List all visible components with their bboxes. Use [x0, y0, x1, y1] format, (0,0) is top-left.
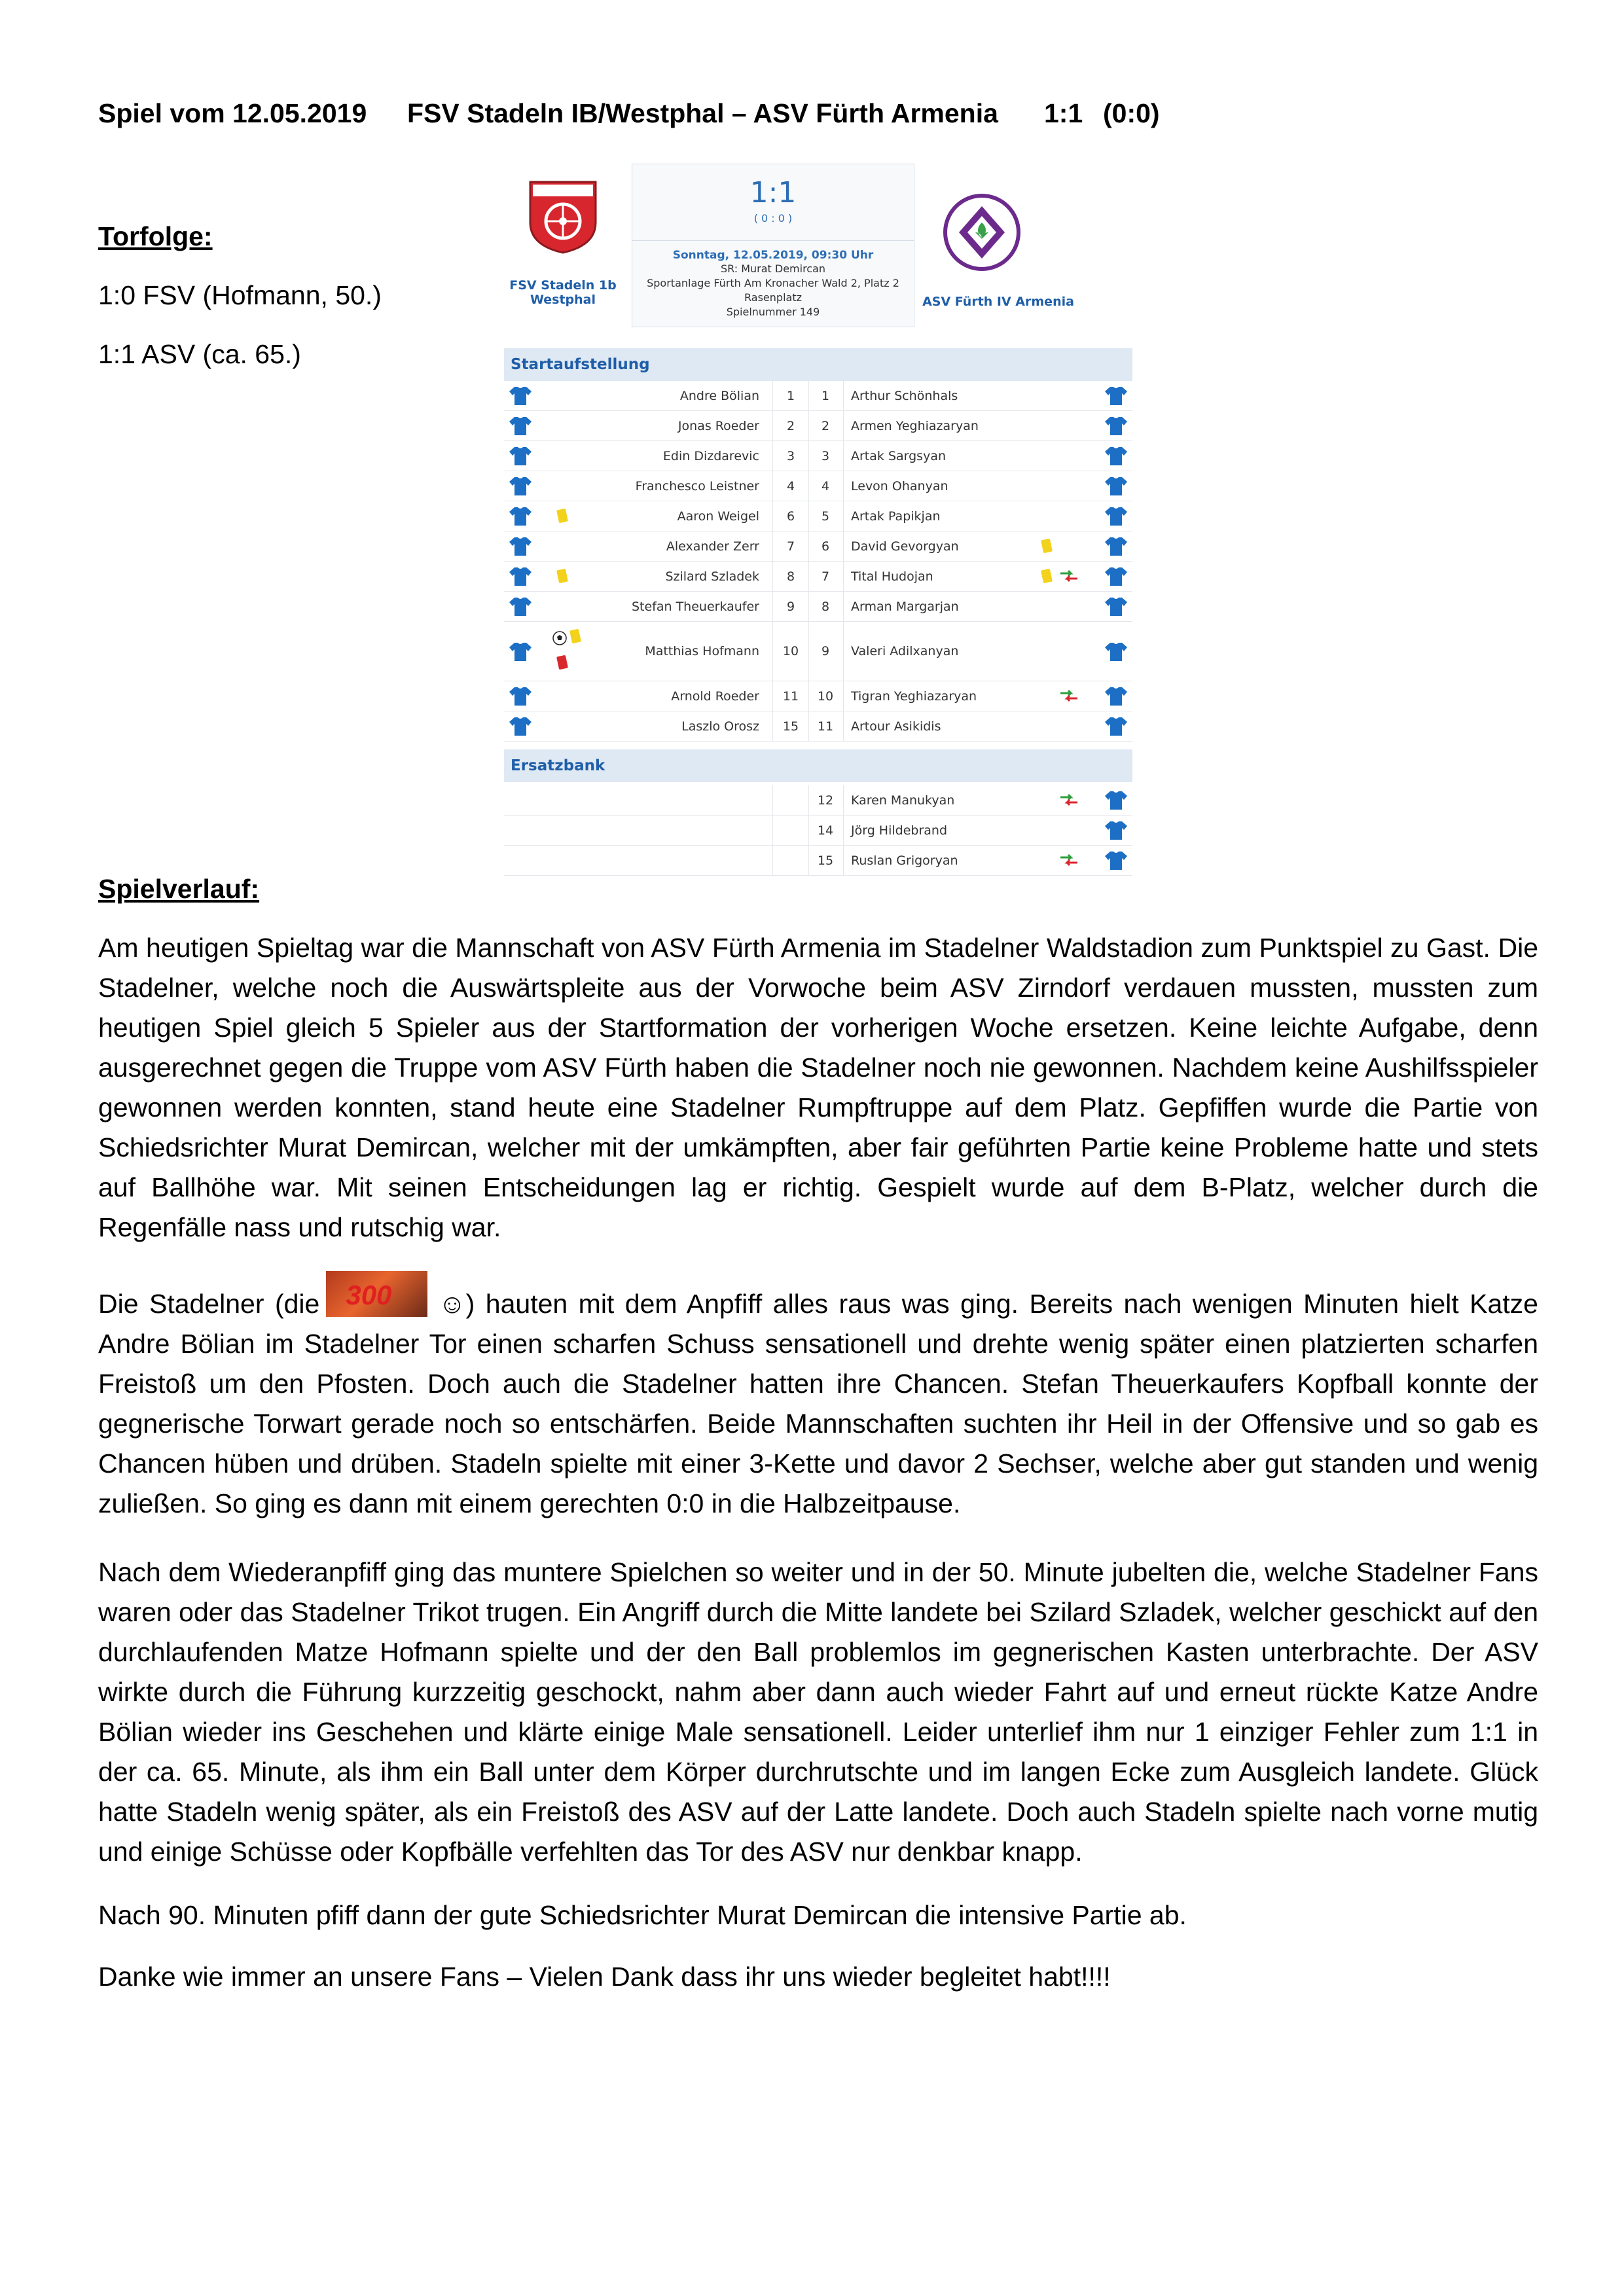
yellow-card-icon: [556, 569, 568, 583]
lineup-row: [504, 501, 1132, 531]
away-player-name[interactable]: Valeri Adilxanyan: [851, 644, 959, 658]
match-widget: [504, 164, 1139, 884]
away-player-number: 3: [808, 441, 844, 471]
bench-row: [504, 846, 1132, 876]
home-player-name[interactable]: Matthias Hofmann: [645, 644, 759, 658]
lineup-row: [504, 441, 1132, 471]
home-player-name[interactable]: Franchesco Leistner: [635, 478, 759, 493]
report-paragraph: [98, 1271, 1538, 1524]
home-shirt-icon: [509, 716, 532, 736]
home-player-number: 7: [772, 531, 809, 561]
away-shirt-icon: [1105, 506, 1127, 526]
yellow-card-icon: [556, 509, 568, 523]
away-player-name[interactable]: Artak Sargsyan: [851, 448, 947, 463]
home-player-number: 2: [772, 411, 809, 440]
away-shirt-icon: [1105, 476, 1127, 495]
surface: Rasenplatz: [744, 291, 802, 304]
substitution-icon: [1059, 689, 1079, 702]
home-shirt-icon: [509, 386, 532, 405]
game-number: Spielnummer 149: [726, 306, 820, 318]
home-shirt-icon: [509, 416, 532, 435]
away-player-name[interactable]: Tigran Yeghiazaryan: [851, 689, 977, 704]
away-player-number: 15: [808, 846, 844, 875]
home-player-number: 4: [772, 471, 809, 501]
goal-ball-icon: [552, 631, 567, 645]
away-shirt-icon: [1105, 566, 1127, 586]
home-player-number: 3: [772, 441, 809, 471]
home-team-name[interactable]: FSV Stadeln 1b Westphal: [509, 278, 617, 307]
home-player-number: [772, 816, 809, 845]
goal-sequence: [98, 221, 382, 398]
report-paragraph: Am heutigen Spieltag war die Mannschaft von ASV Fürth Armenia im Stadelner Waldstadion zum Punktspiel zu Gast. Die Stadelner, welche noch die Auswärtspleite aus der Vorwoche beim ASV Zirndorf verdauen mussten, mussten zum heutigen Spiel gleich 5 Spieler aus der Startformation der vorherigen Woche ersetzen. Keine leichte Aufgabe, denn ausgerechnet gegen die Truppe vom ASV Fürth haben die Stadelner noch nie gewonnen. Nachdem keine Aushilfsspieler gewonnen werden konnten, stand heute eine Stadelner Rumpftruppe auf dem Platz. Gepfiffen wurde die Partie von Schiedsrichter Murat Demircan, welcher mit der umkämpften, aber fair geführten Partie keine Probleme hatte und stets auf Ballhöhe war. Mit seinen Entscheidungen lag er richtig. Gespielt wurde auf dem B-Platz, welcher durch die Regenfälle nass und rutschig war.: [98, 933, 1538, 1242]
substitution-icon: [1059, 853, 1079, 867]
away-player-name[interactable]: Jörg Hildebrand: [851, 823, 948, 838]
lineup-heading: Startaufstellung: [504, 348, 1132, 381]
away-player-name[interactable]: Armen Yeghiazaryan: [851, 418, 979, 433]
away-shirt-icon: [1105, 790, 1127, 810]
bench-heading: Ersatzbank: [504, 749, 1132, 782]
away-player-number: 14: [808, 816, 844, 845]
match-halftime: (0:0): [1103, 98, 1160, 128]
away-shirt-icon: [1105, 386, 1127, 405]
home-player-number: 11: [772, 681, 809, 711]
goal-line: 1:0 FSV (Hofmann, 50.): [98, 280, 382, 310]
home-player-number: [772, 846, 809, 875]
away-player-name[interactable]: David Gevorgyan: [851, 539, 959, 554]
away-player-name[interactable]: Karen Manukyan: [851, 793, 955, 808]
away-player-name[interactable]: Tital Hudojan: [851, 569, 933, 584]
lineup-row: [504, 592, 1132, 622]
away-player-name[interactable]: Artak Papikjan: [851, 509, 941, 524]
away-player-number: 5: [808, 501, 844, 531]
away-shirt-icon: [1105, 850, 1127, 870]
yellow-card-icon: [1041, 569, 1053, 583]
home-player-name[interactable]: Stefan Theuerkaufer: [631, 599, 759, 614]
substitution-icon: [1059, 569, 1079, 583]
yellow-card-icon: [569, 629, 581, 643]
report-text: ☺) hauten mit dem Anpfiff alles raus was ging. Bereits nach wenigen Minuten hielt Katze Andre Bölian im Stadelner Tor einen scharfen Schuss sensationell und drehte wenig später einen platzierten scharfen Freistoß um den Pfosten. Doch auch die Stadelner hatten ihre Chancen. Stefan Theuerkaufers Kopfball konnte der gegnerische Torwart gerade noch so entschärfen. Beide Mannschaften suchten ihr Heil in der Offensive und so gab es Chancen hüben und drüben. Stadeln spielte mit einer 3-Kette und davor 2 Sechser, welche aber gut standen und wenig zuließen. So ging es dann mit einem gerechten 0:0 in die Halbzeitpause.: [98, 1289, 1538, 1518]
widget-score: 1:1: [749, 176, 797, 209]
home-shirt-icon: [509, 446, 532, 465]
away-team-logo: [943, 193, 1021, 272]
away-player-name[interactable]: Arthur Schönhals: [851, 388, 958, 403]
away-shirt-icon: [1105, 596, 1127, 616]
away-player-name[interactable]: Artour Asikidis: [851, 719, 941, 734]
widget-halftime-score: ( 0 : 0 ): [753, 212, 793, 224]
home-shirt-icon: [509, 641, 532, 661]
lineup-row: [504, 381, 1132, 411]
home-player-name[interactable]: Edin Dizdarevic: [662, 448, 759, 463]
home-player-name[interactable]: Andre Bölian: [679, 388, 759, 403]
home-shirt-icon: [509, 506, 532, 526]
movie-300-image: 300: [326, 1271, 427, 1317]
away-player-name[interactable]: Arman Margarjan: [851, 599, 959, 614]
report-text: Die Stadelner (die: [98, 1289, 320, 1319]
away-shirt-icon: [1105, 686, 1127, 706]
away-shirt-icon: [1105, 416, 1127, 435]
home-shirt-icon: [509, 686, 532, 706]
away-player-number: 9: [808, 622, 844, 681]
home-player-name[interactable]: Alexander Zerr: [666, 539, 759, 554]
away-shirt-icon: [1105, 641, 1127, 661]
away-shirt-icon: [1105, 820, 1127, 840]
home-player-name[interactable]: Laszlo Orosz: [681, 719, 759, 734]
away-player-number: 12: [808, 785, 844, 815]
away-player-number: 1: [808, 381, 844, 410]
substitution-icon: [1059, 793, 1079, 806]
divider: [632, 240, 914, 241]
lineup-row: [504, 471, 1132, 501]
report-paragraph: Danke wie immer an unsere Fans – Vielen Dank dass ihr uns wieder begleitet habt!!!!: [98, 1962, 1111, 1992]
away-player-number: 7: [808, 562, 844, 591]
away-shirt-icon: [1105, 716, 1127, 736]
bench-row: [504, 816, 1132, 846]
score-box: [632, 164, 914, 327]
lineup-row: [504, 622, 1132, 681]
home-shirt-icon: [509, 476, 532, 495]
away-player-number: 6: [808, 531, 844, 561]
away-player-number: 10: [808, 681, 844, 711]
home-player-number: 8: [772, 562, 809, 591]
away-player-number: 8: [808, 592, 844, 621]
home-team-logo: [524, 177, 602, 255]
home-player-name[interactable]: Arnold Roeder: [671, 689, 759, 704]
away-player-number: 4: [808, 471, 844, 501]
bench-row: [504, 785, 1132, 816]
match-teams: FSV Stadeln IB/Westphal – ASV Fürth Armenia: [407, 98, 998, 128]
home-player-name[interactable]: Jonas Roeder: [677, 418, 759, 433]
goal-line: 1:1 ASV (ca. 65.): [98, 339, 301, 369]
home-shirt-icon: [509, 566, 532, 586]
away-team-name[interactable]: ASV Fürth IV Armenia: [922, 295, 1074, 309]
lineup-row: [504, 711, 1132, 742]
lineup-table: [504, 381, 1132, 742]
referee: SR: Murat Demircan: [720, 262, 826, 275]
match-date: Sonntag, 12.05.2019, 09:30 Uhr: [672, 249, 874, 262]
yellow-card-icon: [1041, 539, 1053, 553]
home-player-number: 6: [772, 501, 809, 531]
away-player-name[interactable]: Ruslan Grigoryan: [851, 853, 958, 868]
lineup-row: [504, 411, 1132, 441]
home-player-number: 9: [772, 592, 809, 621]
lineup-row: [504, 531, 1132, 562]
home-player-name[interactable]: Szilard Szladek: [665, 569, 759, 584]
home-player-name[interactable]: Aaron Weigel: [677, 509, 759, 524]
home-shirt-icon: [509, 596, 532, 616]
venue: Sportanlage Fürth Am Kronacher Wald 2, Platz 2: [647, 277, 899, 289]
lineup-row: [504, 681, 1132, 711]
away-player-number: 11: [808, 711, 844, 741]
home-player-number: [772, 785, 809, 815]
lineup-row: [504, 562, 1132, 592]
report-title: Spielverlauf:: [98, 874, 260, 904]
away-player-name[interactable]: Levon Ohanyan: [851, 478, 948, 493]
away-player-number: 2: [808, 411, 844, 440]
goal-sequence-title: Torfolge:: [98, 221, 213, 251]
home-player-number: 15: [772, 711, 809, 741]
report-paragraph: Nach 90. Minuten pfiff dann der gute Schiedsrichter Murat Demircan die intensive Partie ab.: [98, 1900, 1187, 1930]
game-date: Spiel vom 12.05.2019: [98, 98, 367, 128]
home-shirt-icon: [509, 536, 532, 556]
home-player-number: 1: [772, 381, 809, 410]
report-paragraph: Nach dem Wiederanpfiff ging das muntere Spielchen so weiter und in der 50. Minute jubelten die, welche Stadelner Fans waren oder das Stadelner Trikot trugen. Ein Angriff durch die Mitte landete bei Szilard Szladek, welcher geschickt auf den durchlaufenden Matze Hofmann spielte und der den Ball problemlos im gegnerischen Kasten unterbrachte. Der ASV wirkte durch die Führung kurzzeitig geschockt, nahm aber dann auch wieder Fahrt auf und erneut rückte Katze Andre Bölian wieder ins Geschehen und klärte einige Male sensationell. Leider unterlief ihm nur 1 einziger Fehler zum 1:1 in der ca. 65. Minute, als ihm ein Ball unter dem Körper durchrutschte und im langen Ecke zum Ausgleich landete. Glück hatte Stadeln wenig später, als ein Freistoß des ASV auf der Latte landete. Doch auch Stadeln spielte nach vorne mutig und einige Schüsse oder Kopfbälle verfehlten das Tor des ASV nur denkbar knapp.: [98, 1557, 1538, 1867]
home-player-number: 10: [772, 622, 809, 681]
red-card-icon: [556, 655, 568, 670]
away-shirt-icon: [1105, 536, 1127, 556]
bench-table: [504, 785, 1132, 876]
away-shirt-icon: [1105, 446, 1127, 465]
match-result: 1:1: [1044, 98, 1083, 128]
